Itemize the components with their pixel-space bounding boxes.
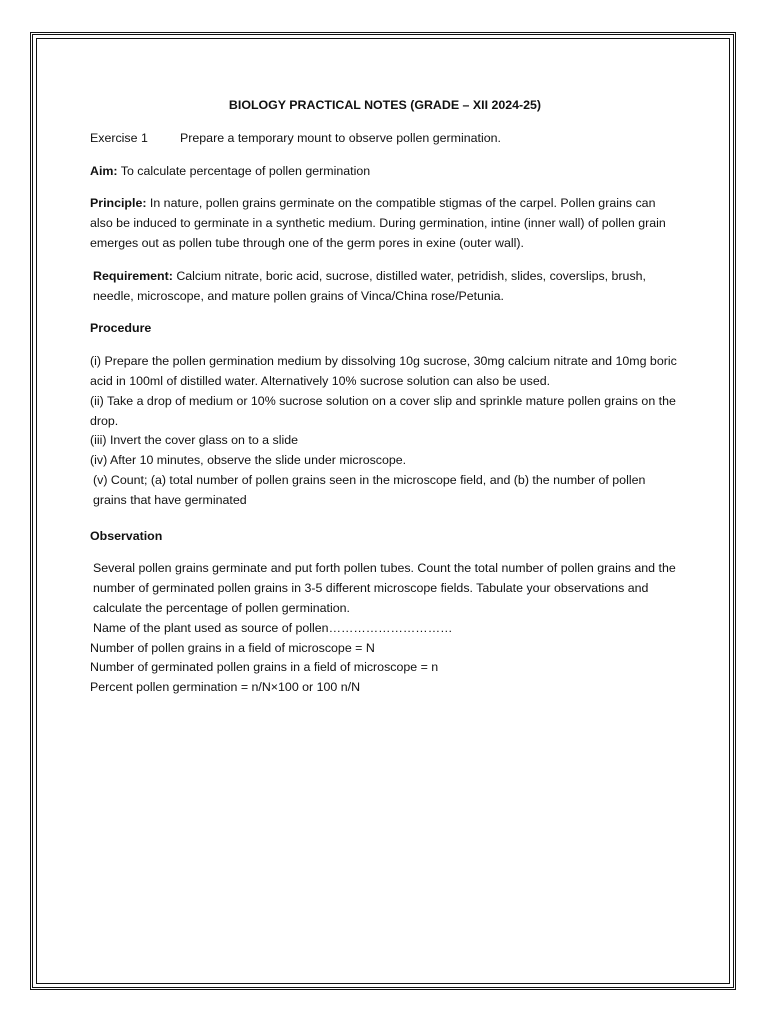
procedure-step-4: (iv) After 10 minutes, observe the slide under microscope. [90, 453, 407, 468]
procedure-step-1: (i) Prepare the pollen germination medium by dissolving 10g sucrose, 30mg calcium nitrate and 10mg boric acid in 100ml of distilled water. Alternatively 10% sucrose solution can also be used. [90, 354, 677, 388]
procedure-step-3: (iii) Invert the cover glass on to a slide [90, 433, 298, 448]
procedure-heading: Procedure [90, 321, 152, 336]
exercise-label: Exercise 1 [90, 130, 148, 145]
procedure-step-5: (v) Count; (a) total number of pollen grains seen in the microscope field, and (b) the number of pollen grains that have germinated [93, 472, 646, 507]
observation-heading: Observation [90, 528, 163, 543]
observation-germinated-line: Number of germinated pollen grains in a field of microscope = n [90, 660, 439, 675]
principle-text: In nature, pollen grains germinate on the compatible stigmas of the carpel. Pollen grains can also be induced to germinate in a synthetic medium. During germination, intine (inner wall) of pollen grain emerges out as pollen tube through one of the germ pores in exine (outer wall). [90, 196, 666, 250]
requirement-label: Requirement: [93, 268, 173, 283]
document-body [90, 96, 680, 698]
observation-percent-line: Percent pollen germination = n/N×100 or 100 n/N [90, 680, 361, 695]
requirement-text: Calcium nitrate, boric acid, sucrose, distilled water, petridish, slides, coverslips, brush, needle, microscope, and mature pollen grains of Vinca/China rose/Petunia. [93, 268, 646, 303]
procedure-steps [90, 352, 680, 510]
principle-paragraph [90, 194, 680, 253]
exercise-text: Prepare a temporary mount to observe pollen germination. [180, 130, 501, 145]
observation-plant-line: Name of the plant used as source of pollen………………………… [93, 620, 453, 635]
aim-label: Aim: [90, 163, 118, 178]
principle-label: Principle: [90, 196, 147, 211]
document-title: BIOLOGY PRACTICAL NOTES (GRADE – XII 2024-25) [228, 98, 542, 112]
observation-text: Several pollen grains germinate and put forth pollen tubes. Count the total number of pollen grains and the number of germinated pollen grains in 3-5 different microscope fields. Tabulate your observations and calculate the percentage of pollen germination. [93, 561, 676, 615]
requirement-paragraph [90, 267, 680, 307]
aim-text: To calculate percentage of pollen germination [117, 163, 371, 178]
observation-total-line: Number of pollen grains in a field of microscope = N [90, 640, 375, 655]
exercise-row [90, 129, 680, 149]
procedure-step-2: (ii) Take a drop of medium or 10% sucrose solution on a cover slip and sprinkle mature pollen grains on the drop. [90, 393, 676, 428]
aim-paragraph [90, 162, 680, 182]
